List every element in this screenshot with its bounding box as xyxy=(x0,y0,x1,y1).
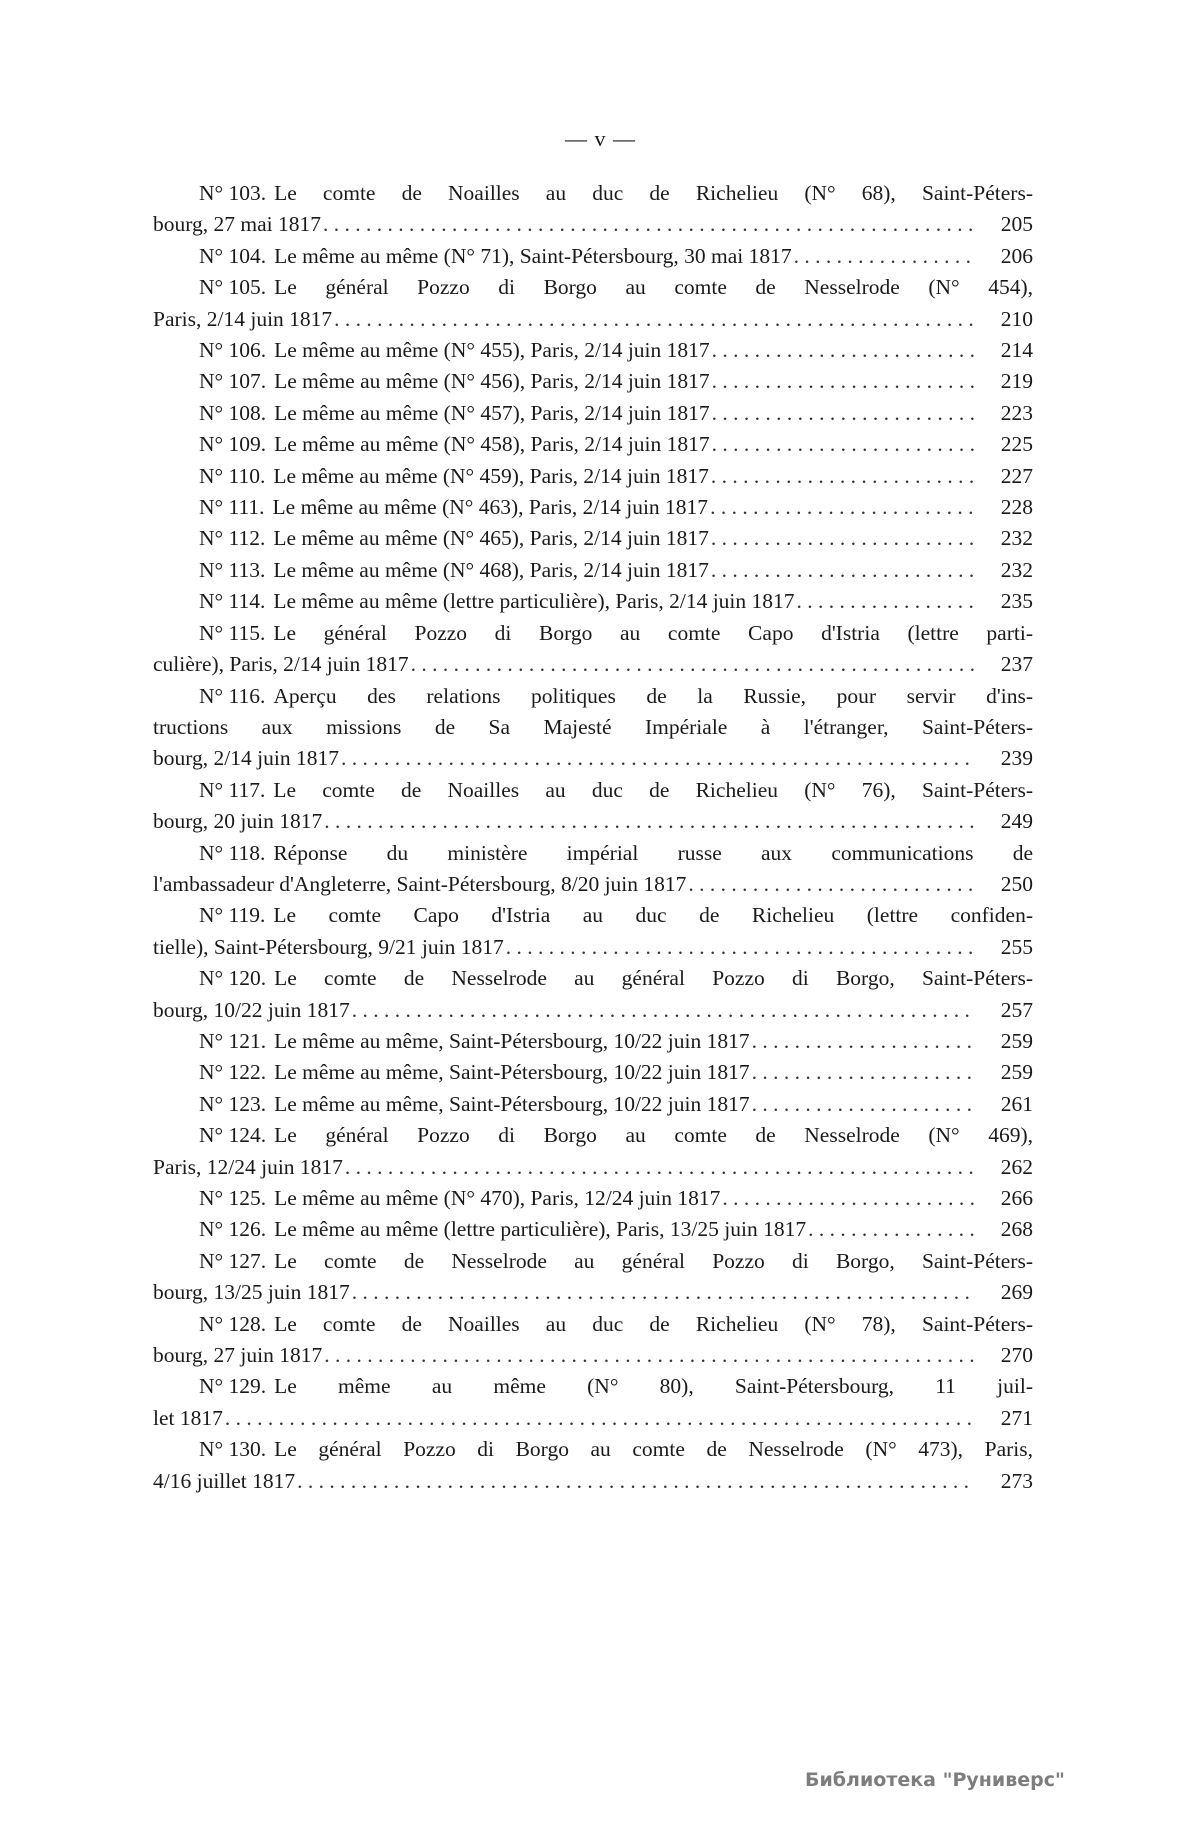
toc-entry-line xyxy=(153,775,1033,806)
toc-entry xyxy=(153,429,1033,460)
entry-text: Le comte Capo d'Istria au duc de Richelieu (lettre confiden- xyxy=(273,903,1033,928)
toc-entry xyxy=(153,555,1033,586)
page-number: 205 xyxy=(1000,212,1033,237)
dot-leader xyxy=(711,461,975,492)
entry-text: let 1817 xyxy=(153,1405,223,1430)
entry-text: Le même au même (N° 455), Paris, 2/14 juin 1817 xyxy=(274,338,710,363)
entry-text: Le même au même (lettre particulière), Paris, 13/25 juin 1817 xyxy=(274,1217,807,1242)
entry-text: Le même au même (N° 71), Saint-Pétersbourg, 30 mai 1817 xyxy=(274,243,792,268)
toc-entry xyxy=(153,241,1033,272)
toc-entry-line xyxy=(153,178,1033,209)
dot-leader xyxy=(797,586,975,617)
entry-text: Le même au même (N° 457), Paris, 2/14 juin 1817 xyxy=(274,400,710,425)
page-number: 232 xyxy=(1000,557,1033,582)
entry-text: Le même au même (N° 459), Paris, 2/14 juin 1817 xyxy=(273,463,709,488)
dot-leader xyxy=(297,1466,975,1497)
toc-entry-line xyxy=(153,900,1033,931)
page-header: — v — xyxy=(565,126,636,151)
page-number: 225 xyxy=(1000,432,1033,457)
toc-entry-line xyxy=(153,523,1033,554)
page-number: 214 xyxy=(1000,338,1033,363)
entry-number: N° 123. xyxy=(199,1091,267,1116)
toc-entry xyxy=(153,335,1033,366)
toc-entry xyxy=(153,618,1033,681)
entry-number: N° 114. xyxy=(199,589,266,614)
toc-entry xyxy=(153,1057,1033,1088)
dot-leader xyxy=(722,1183,975,1214)
entry-number: N° 122. xyxy=(199,1060,267,1085)
entry-number: N° 111. xyxy=(199,495,265,520)
toc-entry xyxy=(153,963,1033,1026)
entry-text: Le même au même (N° 458), Paris, 2/14 juin 1817 xyxy=(274,432,710,457)
toc-entry xyxy=(153,838,1033,901)
toc-entry-line xyxy=(153,1120,1033,1151)
toc-entry xyxy=(153,366,1033,397)
page-number: 271 xyxy=(1000,1405,1033,1430)
entry-text: 4/16 juillet 1817 xyxy=(153,1468,296,1493)
toc-entry-line xyxy=(153,1089,1033,1120)
dot-leader xyxy=(712,429,975,460)
dot-leader xyxy=(710,492,975,523)
toc-entry-line xyxy=(153,209,1033,240)
toc-entry xyxy=(153,272,1033,335)
toc-entry-line xyxy=(153,838,1033,869)
toc-entry xyxy=(153,1309,1033,1372)
entry-text: Le même au même (N° 470), Paris, 12/24 juin 1817 xyxy=(274,1186,721,1210)
toc-entry-line xyxy=(153,806,1033,837)
entry-text: Le général Pozzo di Borgo au comte de Nesselrode (N° 473), Paris, xyxy=(274,1437,1033,1462)
entry-text: Le même au même (N° 468), Paris, 2/14 juin 1817 xyxy=(273,557,709,582)
entry-text: bourg, 13/25 juin 1817 xyxy=(153,1280,350,1305)
entry-number: N° 110. xyxy=(199,463,266,488)
page-number: 228 xyxy=(1000,495,1033,520)
toc-entry-line xyxy=(153,461,1033,492)
toc-entry xyxy=(153,492,1033,523)
page-number: 206 xyxy=(1000,243,1033,268)
entry-number: N° 118. xyxy=(199,840,266,865)
entry-text: Le général Pozzo di Borgo au comte de Nesselrode (N° 469), xyxy=(274,1123,1033,1148)
dot-leader xyxy=(711,555,975,586)
page-number: 269 xyxy=(1000,1280,1033,1305)
toc-entry-line xyxy=(153,743,1033,774)
entry-text: Paris, 2/14 juin 1817 xyxy=(153,306,333,331)
entry-number: N° 113. xyxy=(199,557,266,582)
entry-text: Le même au même (N° 463), Paris, 2/14 juin 1817 xyxy=(272,495,709,520)
toc-entry xyxy=(153,1434,1033,1497)
toc-entry xyxy=(153,461,1033,492)
toc-entry xyxy=(153,1214,1033,1245)
entry-text: Le même au même, Saint-Pétersbourg, 10/22 juin 1817 xyxy=(274,1091,750,1116)
page-number: 257 xyxy=(1000,997,1033,1022)
dot-leader xyxy=(324,1340,975,1371)
entry-text: Le comte de Noailles au duc de Richelieu (N° 78), Saint-Péters- xyxy=(274,1311,1033,1336)
entry-text: Le général Pozzo di Borgo au comte de Nesselrode (N° 454), xyxy=(274,275,1033,300)
dot-leader xyxy=(711,523,975,554)
toc-entry xyxy=(153,900,1033,963)
entry-number: N° 108. xyxy=(199,400,267,425)
entry-text: tielle), Saint-Pétersbourg, 9/21 juin 1817 xyxy=(153,934,504,959)
entry-text: Aperçu des relations politiques de la Russie, pour servir d'ins- xyxy=(273,683,1033,708)
entry-text: bourg, 20 juin 1817 xyxy=(153,809,323,834)
toc-entry-line xyxy=(153,1246,1033,1277)
page-number: 270 xyxy=(1000,1343,1033,1368)
entry-text: Le comte de Noailles au duc de Richelieu (N° 76), Saint-Péters- xyxy=(273,777,1033,802)
toc-entry-line xyxy=(153,304,1033,335)
entry-number: N° 128. xyxy=(199,1311,267,1336)
entry-number: N° 119. xyxy=(199,903,266,928)
dot-leader xyxy=(352,995,975,1026)
toc-entry-line xyxy=(153,1277,1033,1308)
entry-text: Le comte de Noailles au duc de Richelieu (N° 68), Saint-Péters- xyxy=(274,181,1033,205)
toc-entry xyxy=(153,1089,1033,1120)
library-watermark: Библиотека "Руниверс" xyxy=(805,1769,1065,1791)
toc-entry-line xyxy=(153,1403,1033,1434)
entry-text: tructions aux missions de Sa Majesté Impériale à l'étranger, Saint-Péters- xyxy=(153,714,1033,739)
toc-entry-line xyxy=(153,649,1033,680)
toc-entry-line xyxy=(153,995,1033,1026)
toc-entry-line xyxy=(153,1309,1033,1340)
dot-leader xyxy=(808,1214,975,1245)
entry-text: Le même au même (lettre particulière), Paris, 2/14 juin 1817 xyxy=(273,589,795,614)
dot-leader xyxy=(506,932,975,963)
page-number: 210 xyxy=(1000,306,1033,331)
toc-entry-line xyxy=(153,932,1033,963)
entry-text: Le comte de Nesselrode au général Pozzo di Borgo, Saint-Péters- xyxy=(274,966,1033,991)
toc-entry-line xyxy=(153,1371,1033,1402)
page-number: 232 xyxy=(1000,526,1033,551)
toc-entry xyxy=(153,523,1033,554)
page-number: 261 xyxy=(1000,1091,1033,1116)
dot-leader xyxy=(225,1403,975,1434)
page-number: 273 xyxy=(1000,1468,1033,1493)
toc-entry-line xyxy=(153,586,1033,617)
entry-number: N° 129. xyxy=(199,1374,267,1399)
entry-text: Le général Pozzo di Borgo au comte Capo d'Istria (lettre parti- xyxy=(273,620,1033,645)
toc-entry-line xyxy=(153,681,1033,712)
dot-leader xyxy=(341,743,975,774)
entry-text: Le même au même (N° 80), Saint-Pétersbourg, 11 juil- xyxy=(274,1374,1033,1399)
dot-leader xyxy=(794,241,975,272)
dot-leader xyxy=(712,335,975,366)
dot-leader xyxy=(345,1152,975,1183)
page-number: 250 xyxy=(1000,871,1033,896)
page-number: 219 xyxy=(1000,369,1033,394)
dot-leader xyxy=(323,209,975,240)
entry-text: bourg, 10/22 juin 1817 xyxy=(153,997,350,1022)
dot-leader xyxy=(752,1089,975,1120)
entry-text: Le même au même (N° 465), Paris, 2/14 juin 1817 xyxy=(273,526,709,551)
toc-entry-line xyxy=(153,335,1033,366)
entry-text: culière), Paris, 2/14 juin 1817 xyxy=(153,652,409,677)
toc-entry-line xyxy=(153,1340,1033,1371)
page-number: 262 xyxy=(1000,1154,1033,1179)
toc-entry-line xyxy=(153,618,1033,649)
dot-leader xyxy=(411,649,975,680)
toc-entry xyxy=(153,1371,1033,1434)
toc-entry xyxy=(153,178,1033,241)
entry-number: N° 112. xyxy=(199,526,266,551)
page-number: 259 xyxy=(1000,1060,1033,1085)
toc-entry-line xyxy=(153,272,1033,303)
dot-leader xyxy=(688,869,975,900)
entry-number: N° 124. xyxy=(199,1123,267,1148)
toc-entry-line xyxy=(153,398,1033,429)
dot-leader xyxy=(334,304,975,335)
toc-entry xyxy=(153,1026,1033,1057)
entry-number: N° 117. xyxy=(199,777,266,802)
toc-entry-line xyxy=(153,241,1033,272)
entry-number: N° 105. xyxy=(199,275,267,300)
entry-number: N° 127. xyxy=(199,1248,267,1273)
entry-number: N° 126. xyxy=(199,1217,267,1242)
page-number: 255 xyxy=(1000,934,1033,959)
entry-text: bourg, 27 mai 1817 xyxy=(153,212,322,237)
toc-entry xyxy=(153,1120,1033,1183)
page-number: 268 xyxy=(1000,1217,1033,1242)
entry-number: N° 107. xyxy=(199,369,267,394)
dot-leader xyxy=(712,398,975,429)
toc-entry xyxy=(153,398,1033,429)
toc-entry xyxy=(153,586,1033,617)
toc-entry-line xyxy=(153,1434,1033,1465)
toc-entry-line xyxy=(153,1057,1033,1088)
entry-text: Le même au même, Saint-Pétersbourg, 10/22 juin 1817 xyxy=(274,1028,750,1053)
toc-entry-line xyxy=(153,963,1033,994)
page-number: 249 xyxy=(1000,809,1033,834)
toc-entry-line xyxy=(153,1466,1033,1497)
page-number: 223 xyxy=(1000,400,1033,425)
entry-text: Le comte de Nesselrode au général Pozzo di Borgo, Saint-Péters- xyxy=(274,1248,1033,1273)
toc-entry xyxy=(153,1183,1033,1214)
toc-entry xyxy=(153,775,1033,838)
entry-number: N° 103. xyxy=(199,181,267,205)
toc-entry-line xyxy=(153,1214,1033,1245)
table-of-contents xyxy=(153,178,1033,1497)
page-number: 239 xyxy=(1000,746,1033,771)
dot-leader xyxy=(752,1026,975,1057)
page-number: 227 xyxy=(1000,463,1033,488)
entry-number: N° 106. xyxy=(199,338,267,363)
toc-entry xyxy=(153,681,1033,775)
entry-text: l'ambassadeur d'Angleterre, Saint-Pétersbourg, 8/20 juin 1817 xyxy=(153,871,687,896)
toc-entry-line xyxy=(153,712,1033,743)
dot-leader xyxy=(352,1277,975,1308)
page-number: 259 xyxy=(1000,1028,1033,1053)
toc-entry-line xyxy=(153,429,1033,460)
entry-text: Le même au même, Saint-Pétersbourg, 10/22 juin 1817 xyxy=(274,1060,750,1085)
toc-entry-line xyxy=(153,492,1033,523)
toc-entry-line xyxy=(153,1183,1033,1214)
page-number: 235 xyxy=(1000,589,1033,614)
toc-entry xyxy=(153,1246,1033,1309)
entry-number: N° 104. xyxy=(199,243,267,268)
page-number: 266 xyxy=(1000,1186,1033,1210)
entry-number: N° 120. xyxy=(199,966,267,991)
dot-leader xyxy=(324,806,975,837)
entry-text: bourg, 2/14 juin 1817 xyxy=(153,746,339,771)
dot-leader xyxy=(712,366,975,397)
toc-entry-line xyxy=(153,1152,1033,1183)
toc-entry-line xyxy=(153,1026,1033,1057)
dot-leader xyxy=(752,1057,975,1088)
entry-number: N° 121. xyxy=(199,1028,267,1053)
entry-number: N° 115. xyxy=(199,620,266,645)
entry-number: N° 116. xyxy=(199,683,266,708)
toc-entry-line xyxy=(153,869,1033,900)
entry-text: Le même au même (N° 456), Paris, 2/14 juin 1817 xyxy=(274,369,710,394)
entry-number: N° 130. xyxy=(199,1437,267,1462)
entry-text: Réponse du ministère impérial russe aux communications de xyxy=(273,840,1033,865)
entry-text: Paris, 12/24 juin 1817 xyxy=(153,1154,343,1179)
toc-entry-line xyxy=(153,366,1033,397)
toc-entry-line xyxy=(153,555,1033,586)
entry-text: bourg, 27 juin 1817 xyxy=(153,1343,323,1368)
page-number: 237 xyxy=(1000,652,1033,677)
entry-number: N° 109. xyxy=(199,432,267,457)
entry-number: N° 125. xyxy=(199,1186,267,1210)
